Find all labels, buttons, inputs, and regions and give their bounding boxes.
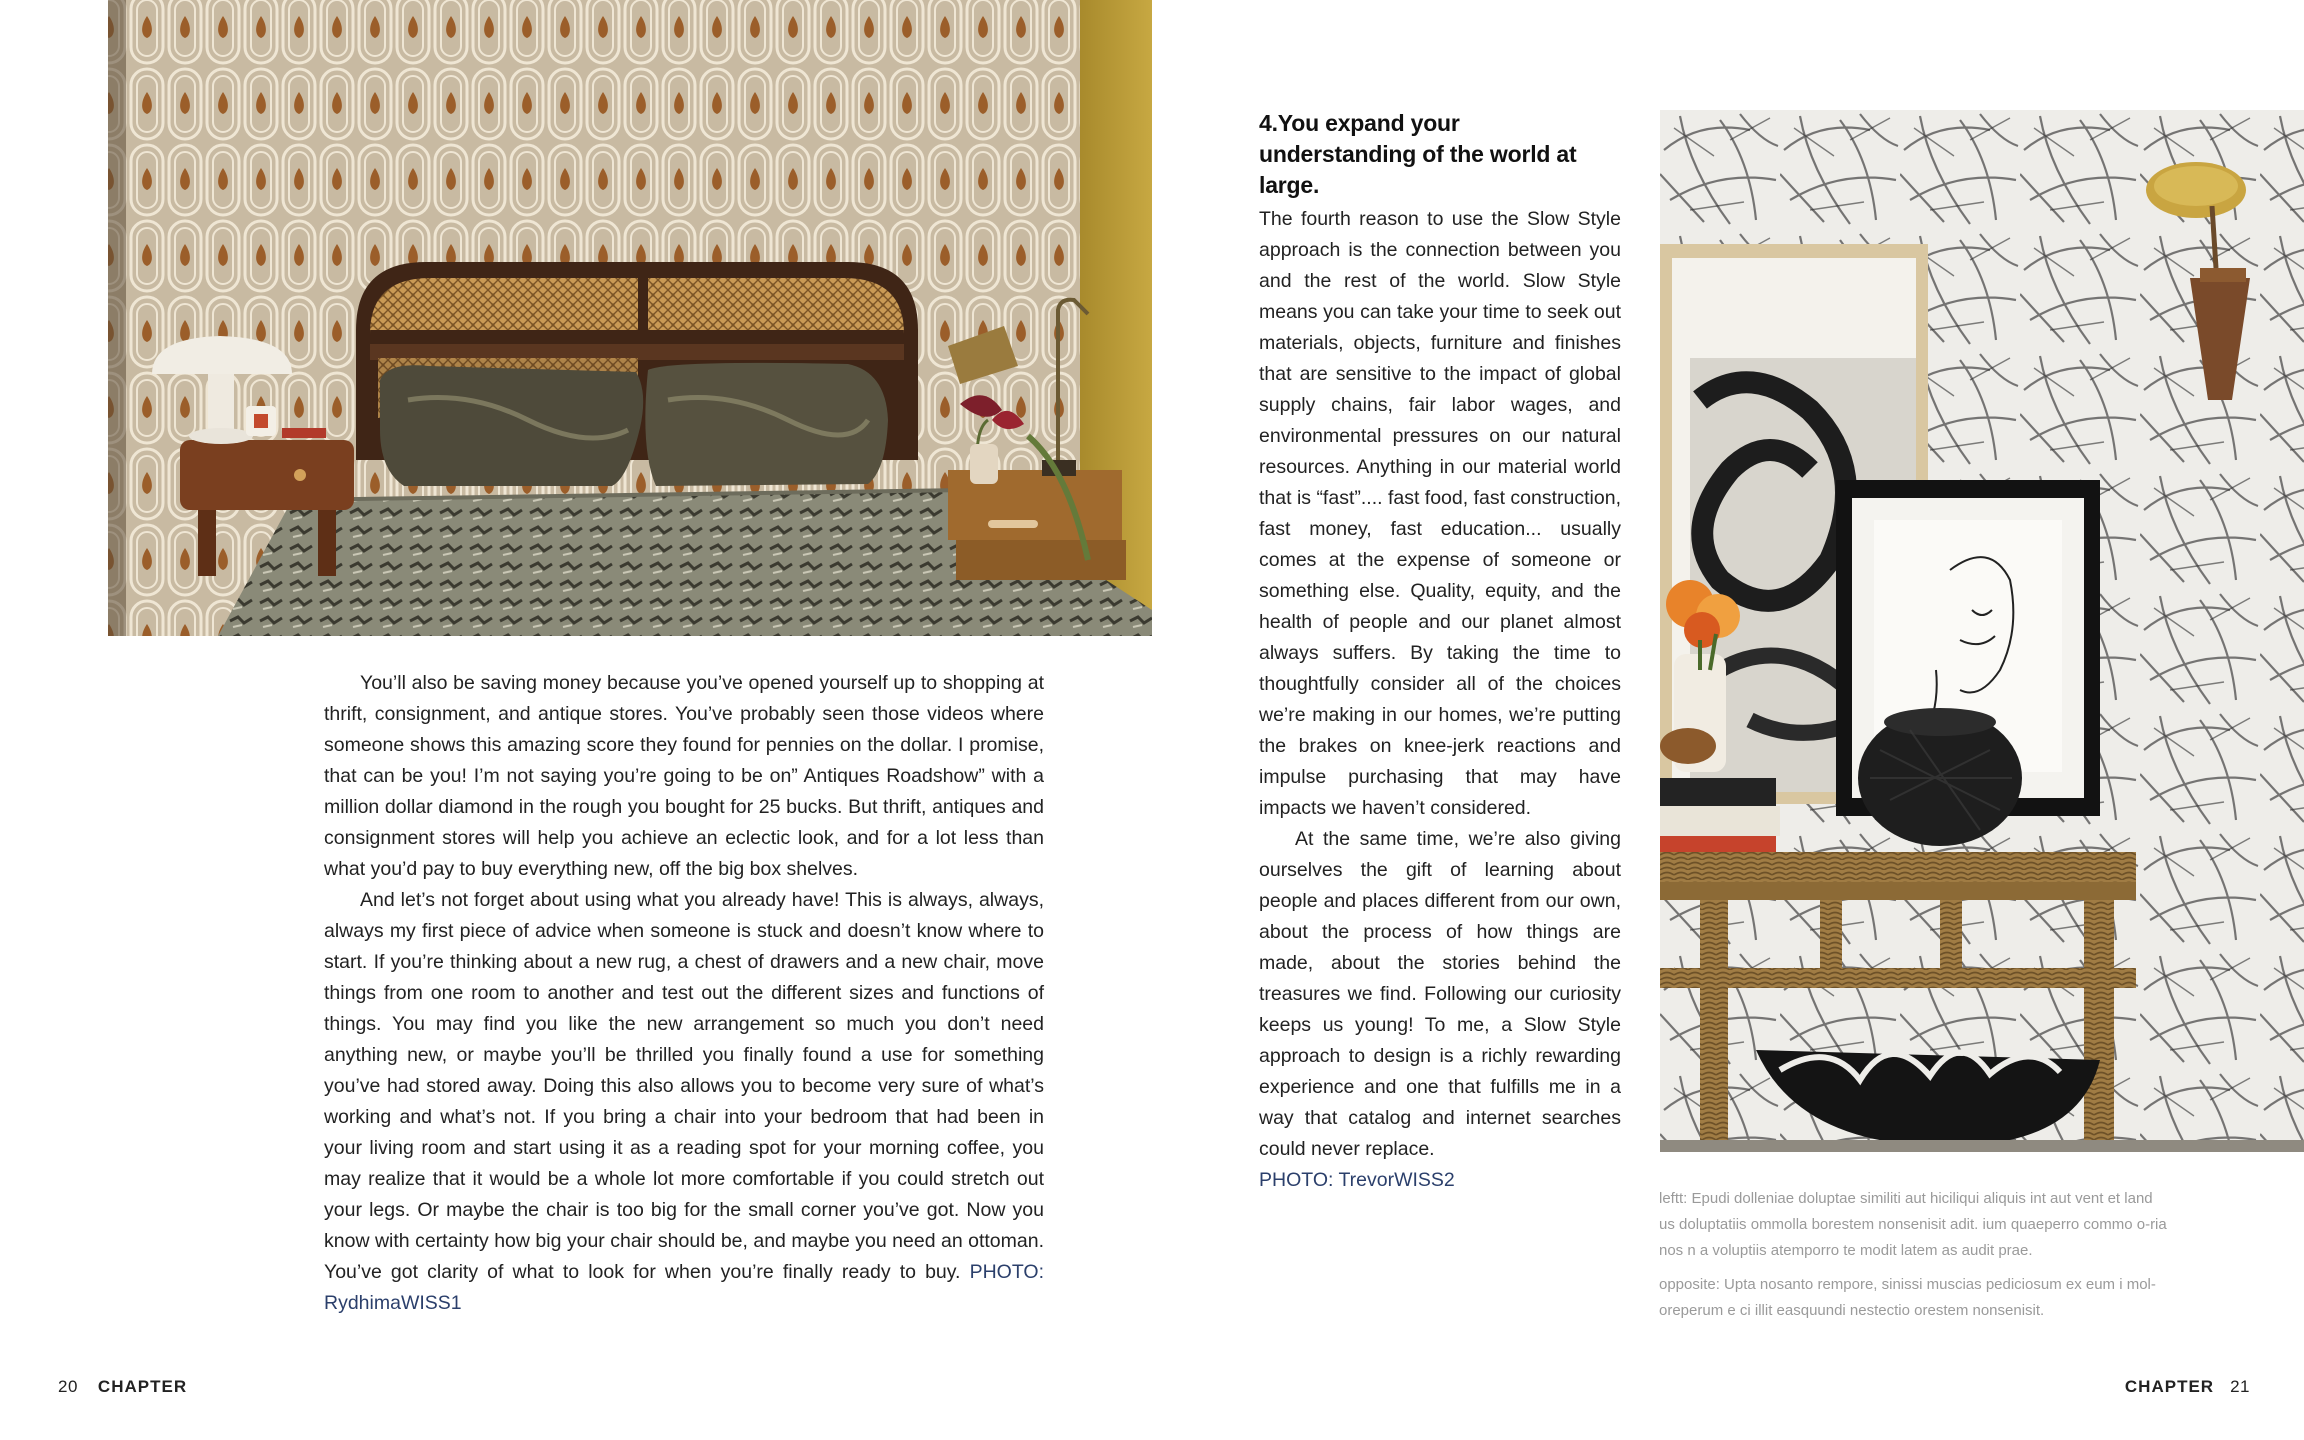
left-body-copy [324, 668, 1044, 1319]
body-paragraph-2 [324, 885, 1044, 1319]
console-vignette-photo [1660, 110, 2304, 1152]
caption-left: leftt: Epudi dolleniae doluptae similiti aut hiciliqui aliquis int aut vent et land us doluptatiis ommolla borestem nonsenisit adit. ium quaeperro commo o-ria nos n a voluptiis atemporro te modit latem as audit prae. [1659, 1190, 2167, 1259]
folio-right [2125, 1377, 2250, 1397]
bedroom-photo [108, 0, 1152, 636]
section-heading: 4.You expand your understanding of the world at large. [1259, 110, 1577, 198]
chapter-label-right: CHAPTER [2124, 1377, 2215, 1396]
right-paragraph-2: At the same time, we’re also giving ourselves the gift of learning about people and places different from our own, about the process of how things are made, about the stories behind the treasures we find. Following our curiosity keeps us young! To me, a Slow Style approach to design is a richly rewarding experience and one that fulfills me in a way that catalog and internet searches could never replace. [1259, 828, 1621, 1160]
page-number-right: 21 [2230, 1377, 2250, 1396]
photo-credit-left: PHOTO: RydhimaWISS1 [324, 1261, 1044, 1314]
caption-opposite: opposite: Upta nosanto rempore, sinissi muscias pediciosum ex eum i mol-oreperum e ci illit easquundi nestectio orestem nonsenisit. [1659, 1276, 2156, 1319]
folio-left [58, 1377, 187, 1397]
photo-credit-right: PHOTO: TrevorWISS2 [1259, 1169, 1455, 1191]
right-text-column [1259, 108, 1621, 1196]
body-paragraph-1: You’ll also be saving money because you’ve opened yourself up to shopping at thrift, consignment, and antique stores. You’ve probably seen those videos where someone shows this amazing score they found for pennies on the dollar. I promise, that can be you! I’m not saying you’re going to be on” Antiques Roadshow” with a million dollar diamond in the rough you bought for 25 bucks. But thrift, antiques and consignment stores will help you achieve an eclectic look, and for a lot less than what you’d pay to buy everything new, off the big box shelves. [324, 672, 1044, 880]
right-paragraph-1: The fourth reason to use the Slow Style approach is the connection between you and the rest of the world. Slow Style means you can take your time to seek out materials, objects, furniture and finishes that are sensitive to the impact of global supply chains, fair labor wages, and environmental pressures on our natural resources. Anything in our material world that is “fast”.... fast food, fast construction, fast money, fast education... usually comes at the expense of someone or something else. Quality, equity, and the health of people and our planet almost always suffers. By taking the time to thoughtfully consider all of the choices we’re making in our homes, we’re putting the brakes on knee-jerk reactions and impulse purchasing that may have impacts we haven’t considered. [1259, 208, 1621, 819]
photo-captions [1659, 1186, 2169, 1324]
body-paragraph-2-text: And let’s not forget about using what you already have! This is always, always, always my first piece of advice when someone is stuck and doesn’t know where to start. If you’re thinking about a new rug, a chest of drawers and a new chair, move things from one room to another and test out the different sizes and functions of things. You may find you like the new arrangement so much you don’t need anything new, or maybe you’ll be thrilled you finally found a use for something you’ve had stored away. Doing this also allows you to become very sure of what’s working and what’s not. If you bring a chair into your bedroom that had been in your living room and start using it as a reading spot for your morning coffee, you may realize that it would be a whole lot more comfortable if you could stretch out your legs. Or maybe the chair is too big for the small corner you’ve got. Now you know with certainty how big your chair should be, and maybe you need an ottoman. You’ve got clarity of what to look for when you’re finally ready to buy. [324, 889, 1044, 1283]
chapter-label-left: CHAPTER [97, 1377, 188, 1396]
page-number-left: 20 [58, 1377, 78, 1396]
right-body-copy [1259, 204, 1621, 1196]
